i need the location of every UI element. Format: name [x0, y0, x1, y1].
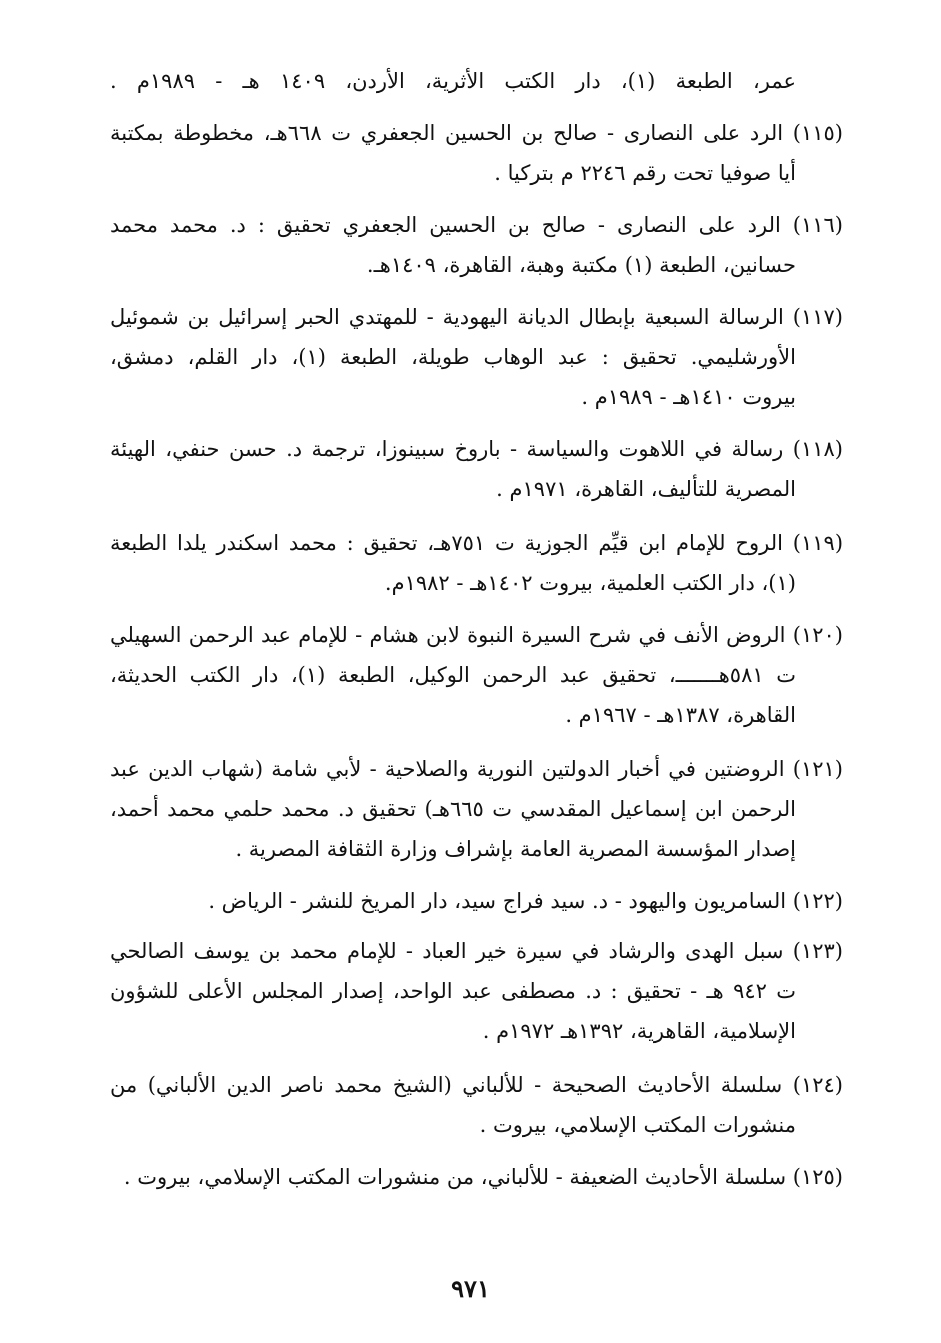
entry-124-line-2: منشورات المكتب الإسلامي، بيروت . — [479, 1113, 796, 1137]
entry-121-line-2: الرحمن ابن إسماعيل المقدسي ت ٦٦٥هـ) تحقيق د. محمد حلمي محمد أحمد، — [110, 797, 796, 821]
entry-117-line-3: بيروت ١٤١٠هـ - ١٩٨٩م . — [581, 385, 796, 409]
entry-116-line-2: حسانين، الطبعة (١) مكتبة وهبة، القاهرة، ١٤٠٩هـ. — [366, 253, 796, 277]
entry-115-line-2: أيا صوفيا تحت رقم ٢٢٤٦ م بتركيا . — [494, 161, 796, 185]
page-number: ٩٧١ — [451, 1274, 490, 1303]
entry-118-line-2: المصرية للتأليف، القاهرة، ١٩٧١م . — [496, 477, 796, 501]
entry-120-line-3: القاهرة، ١٣٨٧هـ - ١٩٦٧م . — [565, 703, 796, 727]
entry-120-line-1: (١٢٠) الروض الأنف في شرح السيرة النبوة لابن هشام - للإمام عبد الرحمن السهيلي — [110, 623, 843, 647]
entry-123-line-3: الإسلامية، القاهرية، ١٣٩٢هـ ١٩٧٢م . — [482, 1019, 796, 1043]
entry-115-line-1: (١١٥) الرد على النصارى - صالح بن الحسين الجعفري ت ٦٦٨هـ، مخطوطة بمكتبة — [110, 121, 843, 145]
entry-117-line-2: الأورشليمي. تحقيق : عبد الوهاب طويلة، الطبعة (١)، دار القلم، دمشق، — [110, 345, 796, 369]
entry-116-line-1: (١١٦) الرد على النصارى - صالح بن الحسين الجعفري تحقيق : د. محمد محمد — [110, 213, 843, 237]
entry-118-line-1: (١١٨) رسالة في اللاهوت والسياسة - باروخ سبينوزا، ترجمة د. حسن حنفي، الهيئة — [110, 437, 843, 461]
entry-121-line-1: (١٢١) الروضتين في أخبار الدولتين النورية والصلاحية - لأبي شامة (شهاب الدين عبد — [110, 757, 843, 781]
entry-125-line-1: (١٢٥) سلسلة الأحاديث الضعيفة - للألباني، من منشورات المكتب الإسلامي، بيروت . — [123, 1165, 843, 1189]
entry-123-line-1: (١٢٣) سبل الهدى والرشاد في سيرة خير العباد - للإمام محمد بن يوسف الصالحي — [110, 939, 843, 963]
entry-121-line-3: إصدار المؤسسة المصرية العامة بإشراف وزارة الثقافة المصرية . — [235, 837, 796, 861]
entry-continuation-line: عمر، الطبعة (١)، دار الكتب الأثرية، الأردن، ١٤٠٩ هـ - ١٩٨٩م . — [110, 69, 797, 93]
entry-124-line-1: (١٢٤) سلسلة الأحاديث الصحيحة - للألباني (الشيخ محمد ناصر الدين الألباني) من — [110, 1073, 843, 1097]
entry-123-line-2: ت ٩٤٢ هـ - تحقيق : د. مصطفى عبد الواحد، إصدار المجلس الأعلى للشؤون — [110, 979, 796, 1003]
entry-119-line-1: (١١٩) الروح للإمام ابن قيِّم الجوزية ت ٧٥١هـ، تحقيق : محمد اسكندر يلدا الطبعة — [110, 531, 844, 555]
entry-120-line-2: ت ٥٨١هـــــــ، تحقيق عبد الرحمن الوكيل، الطبعة (١)، دار الكتب الحديثة، — [110, 663, 796, 687]
entry-122-line-1: (١٢٢) السامريون واليهود - د. سيد فراج سيد، دار المريخ للنشر - الرياض . — [208, 889, 843, 913]
entry-119-line-2: (١)، دار الكتب العلمية، بيروت ١٤٠٢هـ - ١٩٨٢م. — [384, 571, 796, 595]
entry-117-line-1: (١١٧) الرسالة السبعية بإبطال الديانة اليهودية - للمهتدي الحبر إسرائيل بن شموئيل — [110, 305, 843, 329]
